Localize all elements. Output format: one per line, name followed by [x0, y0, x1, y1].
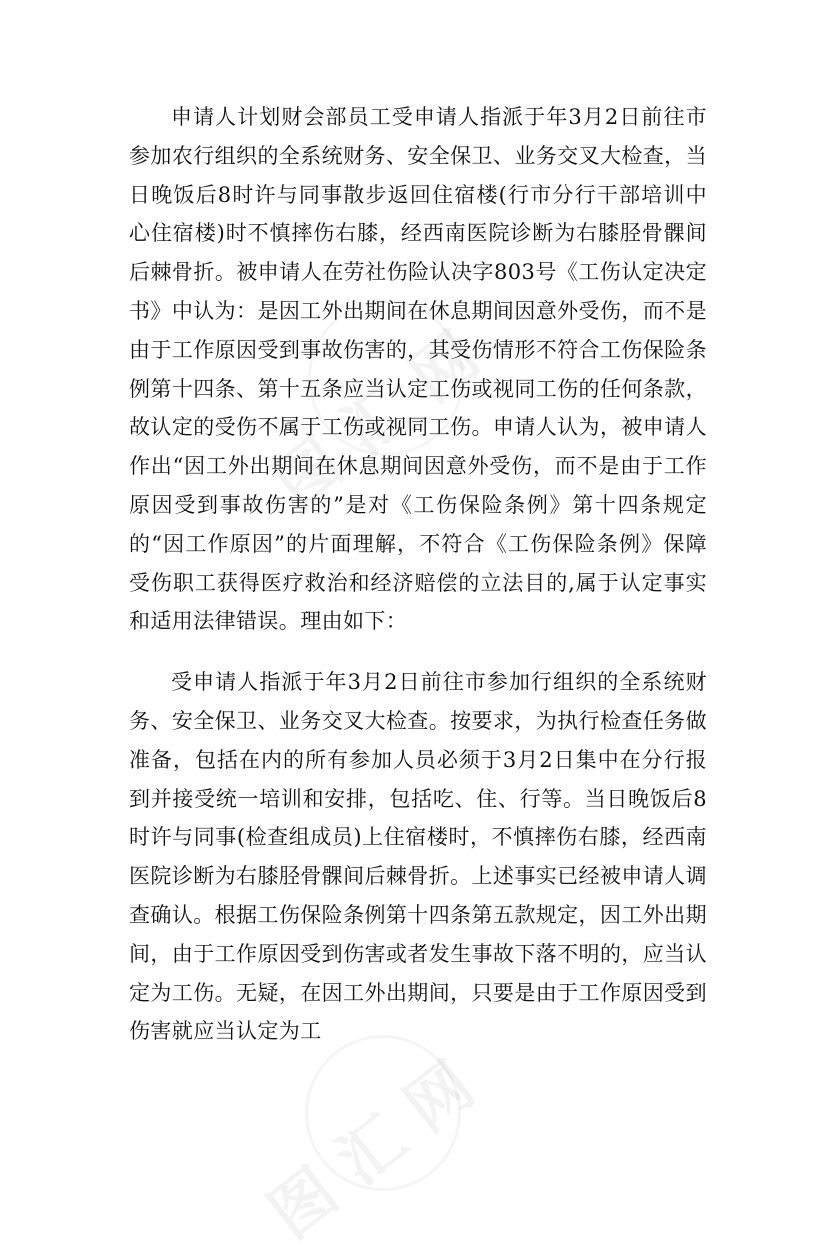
body-paragraph-2: 受申请人指派于年3月2日前往市参加行组织的全系统财务、安全保卫、业务交叉大检查。按要求，为执行检查任务做准备，包括在内的所有参加人员必须于3月2日集中在分行报到并接受统一培训和安排，包括吃、住、行等。当日晚饭后8时许与同事(检查组成员)上住宿楼时，不慎摔伤右膝，经西南医院诊断为右膝胫骨髁间后棘骨折。上述事实已经被申请人调查确认。根据工伤保险条例第十四条第五款规定，因工外出期间，由于工作原因受到伤害或者发生事故下落不明的，应当认定为工伤。无疑，在因工外出期间，只要是由于工作原因受到伤害就应当认定为工 — [129, 670, 707, 1044]
watermark-seal-mark — [305, 1035, 461, 1191]
watermark-text — [247, 1037, 490, 1255]
body-paragraph-1: 申请人计划财会部员工受申请人指派于年3月2日前往市参加农行组织的全系统财务、安全保卫、业务交叉大检查，当日晚饭后8时许与同事散步返回住宿楼(行市分行干部培训中心住宿楼)时不慎摔伤右膝，经西南医院诊断为右膝胫骨髁间后棘骨折。被申请人在劳社伤险认决字803号《工伤认定决定书》中认为：是因工外出期间在休息期间因意外受伤，而不是由于工作原因受到事故伤害的，其受伤情形不符合工伤保险条例第十四条、第十五条应当认定工伤或视同工伤的任何条款，故认定的受伤不属于工伤或视同工伤。申请人认为，被申请人作出“因工外出期间在休息期间因意外受伤，而不是由于工作原因受到事故伤害的”是对《工伤保险条例》第十四条规定的“因工作原因”的片面理解，不符合《工伤保险条例》保障受伤职工获得医疗救治和经济赔偿的立法目的,属于认定事实和适用法律错误。理由如下： — [129, 105, 707, 634]
document-body — [129, 98, 707, 1051]
